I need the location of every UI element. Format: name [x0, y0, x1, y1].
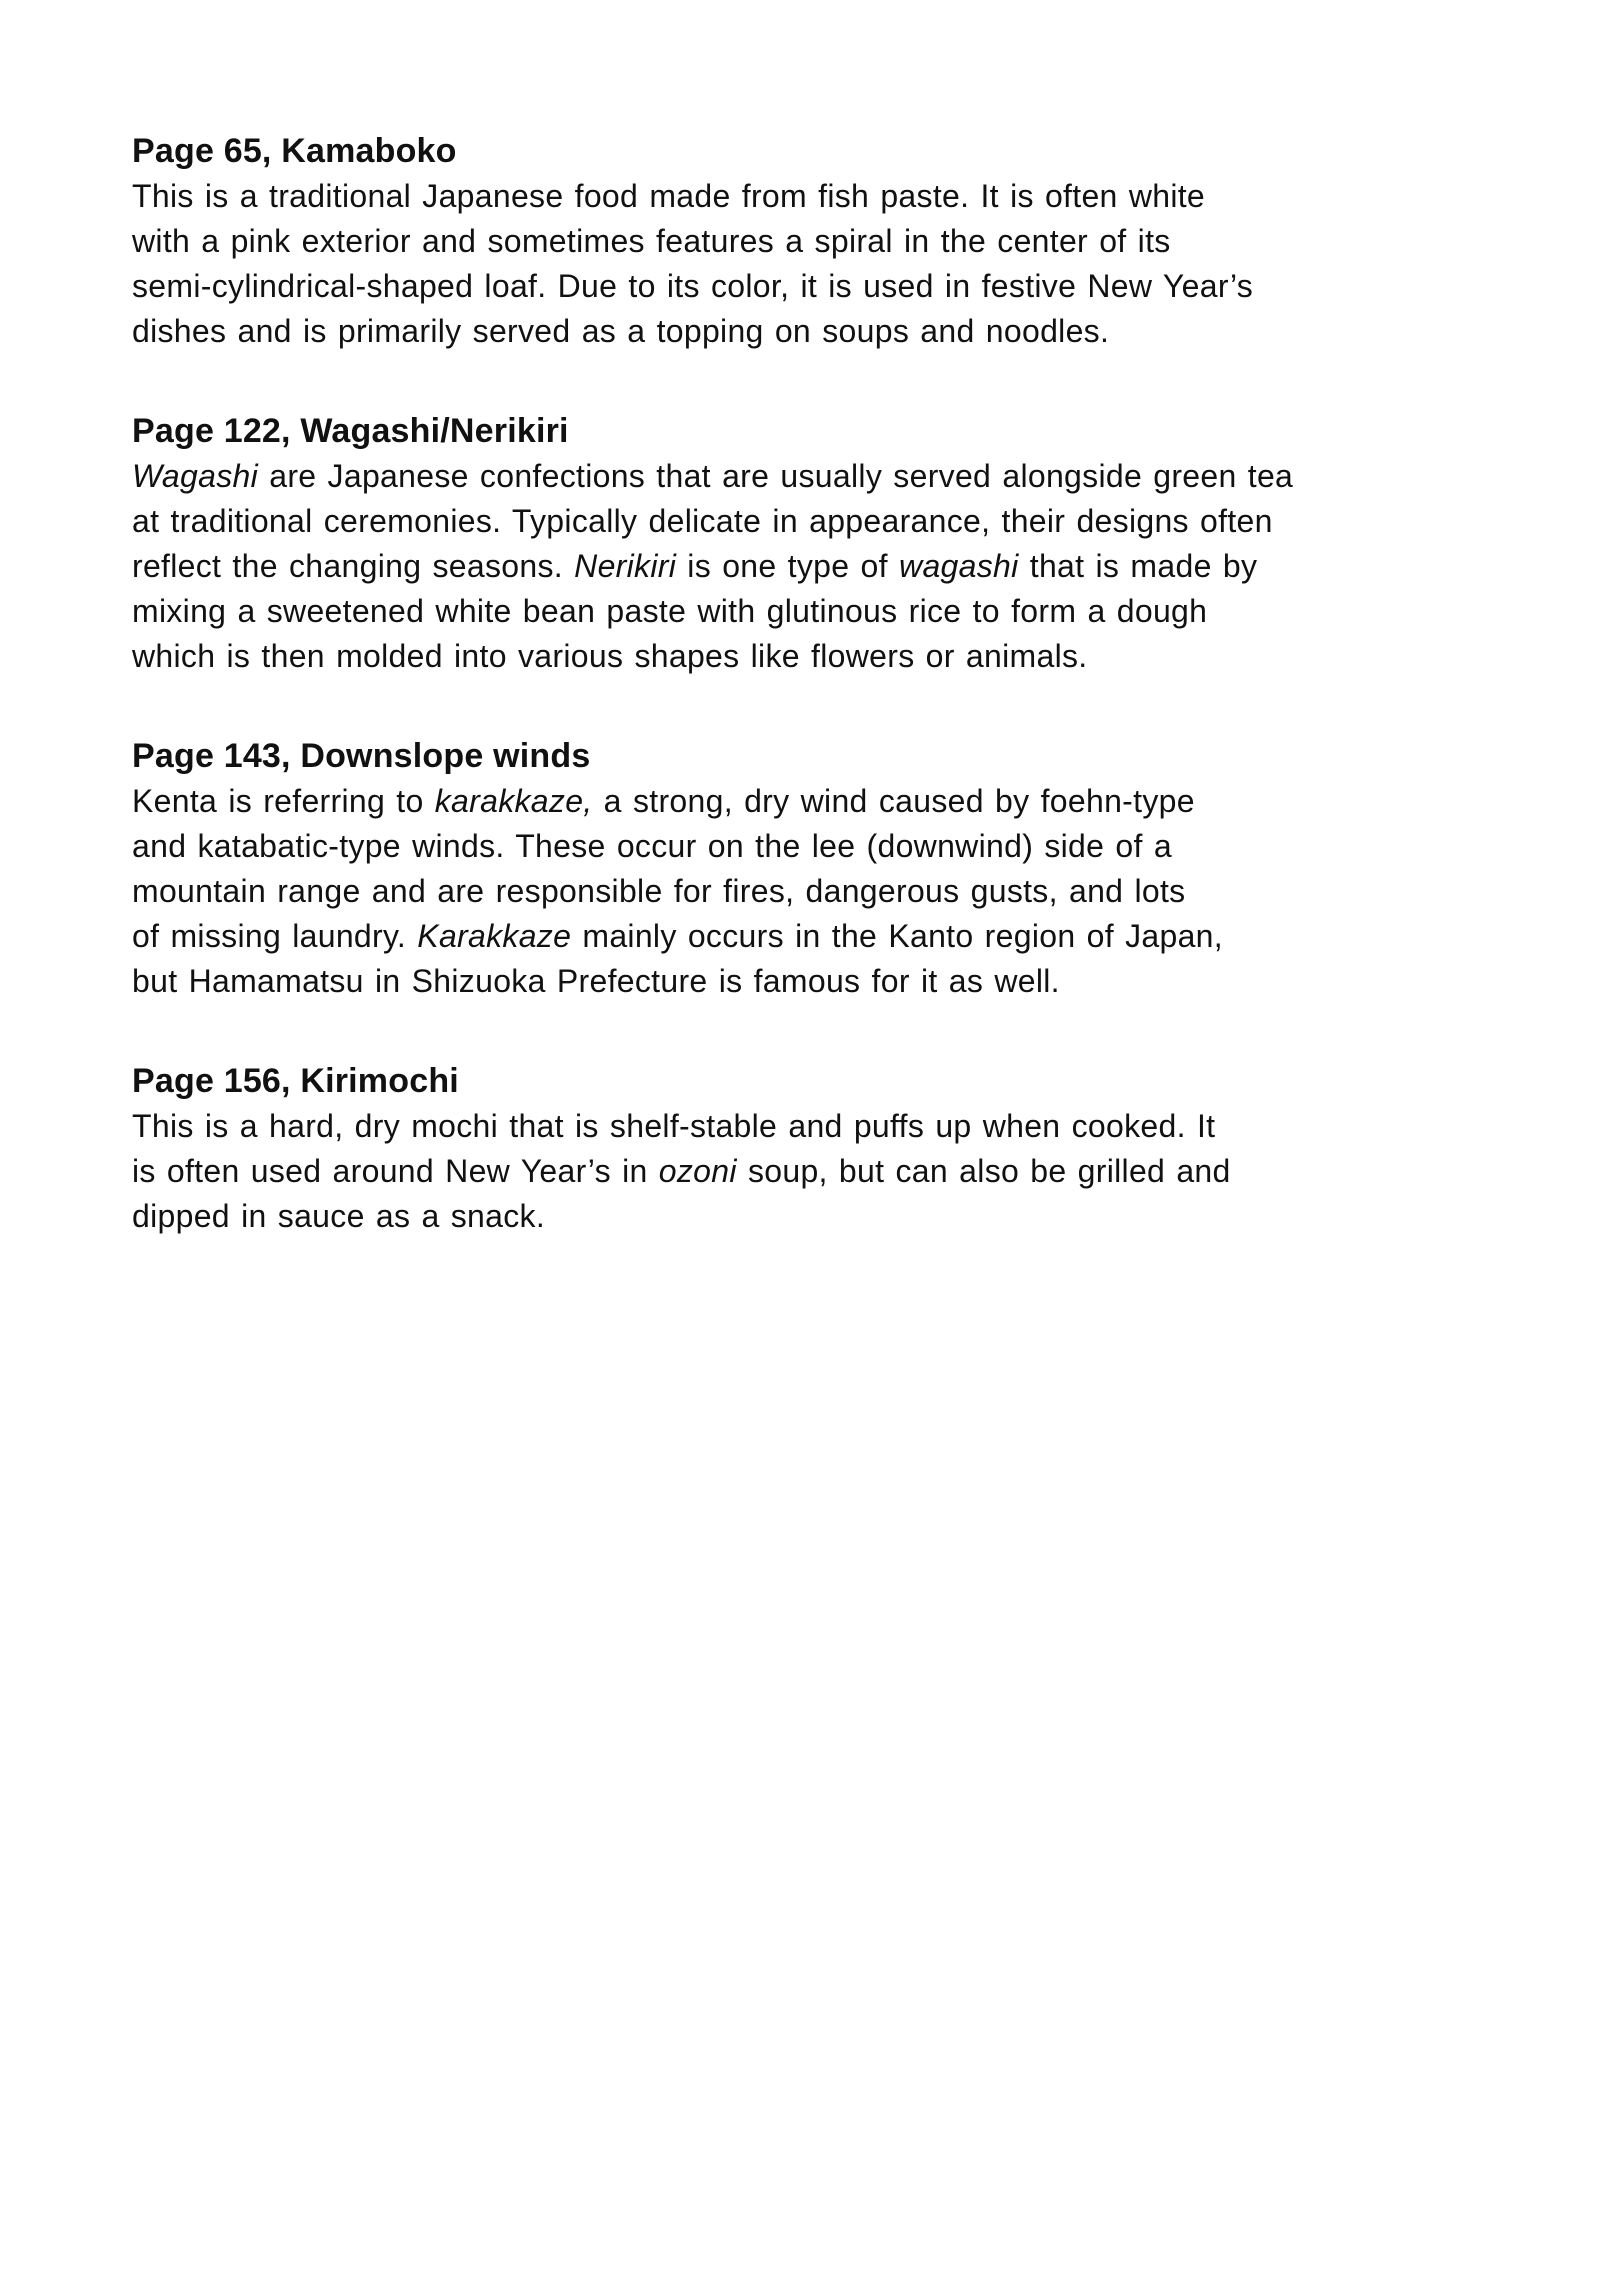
glossary-entry [132, 409, 1480, 679]
italic-term: karakkaze, [434, 783, 593, 819]
text-segment: that is made by [1018, 548, 1258, 584]
text-segment: is one type of [676, 548, 900, 584]
entry-heading: Page 156, Kirimochi [132, 1062, 459, 1100]
text-segment: This is a traditional Japanese food made from fish paste. It is often white [132, 178, 1206, 214]
text-line [132, 454, 1480, 499]
text-line [132, 174, 1480, 219]
text-segment: which is then molded into various shapes like flowers or animals. [132, 638, 1088, 674]
text-line [132, 1149, 1480, 1194]
glossary-entries [132, 129, 1480, 1239]
entry-heading: Page 122, Wagashi/Nerikiri [132, 412, 569, 450]
entry-body [132, 1104, 1480, 1239]
entry-body [132, 174, 1480, 354]
text-segment: at traditional ceremonies. Typically delicate in appearance, their designs often [132, 503, 1273, 539]
text-segment: mixing a sweetened white bean paste with glutinous rice to form a dough [132, 593, 1208, 629]
entry-body [132, 454, 1480, 679]
text-segment: semi-cylindrical-shaped loaf. Due to its color, it is used in festive New Year’s [132, 268, 1254, 304]
text-line [132, 634, 1480, 679]
text-segment: soup, but can also be grilled and [736, 1153, 1231, 1189]
glossary-entry [132, 129, 1480, 354]
italic-term: Nerikiri [574, 548, 677, 584]
text-line [132, 309, 1480, 354]
text-segment: but Hamamatsu in Shizuoka Prefecture is famous for it as well. [132, 963, 1060, 999]
entry-body [132, 779, 1480, 1004]
entry-heading: Page 65, Kamaboko [132, 132, 457, 170]
italic-term: Karakkaze [417, 918, 572, 954]
text-segment: dishes and is primarily served as a topping on soups and noodles. [132, 313, 1110, 349]
text-line [132, 544, 1480, 589]
text-segment: dipped in sauce as a snack. [132, 1198, 546, 1234]
text-line [132, 1104, 1480, 1149]
text-line [132, 914, 1480, 959]
text-segment: and katabatic-type winds. These occur on the lee (downwind) side of a [132, 828, 1173, 864]
text-line [132, 959, 1480, 1004]
text-line [132, 1194, 1480, 1239]
text-segment: is often used around New Year’s in [132, 1153, 659, 1189]
text-segment: mainly occurs in the Kanto region of Japan, [571, 918, 1223, 954]
text-segment: a strong, dry wind caused by foehn-type [592, 783, 1195, 819]
italic-term: wagashi [899, 548, 1019, 584]
text-line [132, 824, 1480, 869]
text-segment: This is a hard, dry mochi that is shelf-stable and puffs up when cooked. It [132, 1108, 1216, 1144]
glossary-entry [132, 734, 1480, 1004]
text-line [132, 219, 1480, 264]
italic-term: Wagashi [132, 458, 259, 494]
text-segment: with a pink exterior and sometimes features a spiral in the center of its [132, 223, 1171, 259]
italic-term: ozoni [658, 1153, 737, 1189]
text-segment: Kenta is referring to [132, 783, 435, 819]
text-segment: of missing laundry. [132, 918, 418, 954]
text-segment: are Japanese confections that are usually served alongside green tea [258, 458, 1294, 494]
text-segment: mountain range and are responsible for fires, dangerous gusts, and lots [132, 873, 1186, 909]
entry-heading: Page 143, Downslope winds [132, 737, 591, 775]
text-line [132, 499, 1480, 544]
text-line [132, 869, 1480, 914]
text-line [132, 589, 1480, 634]
text-line [132, 779, 1480, 824]
text-line [132, 264, 1480, 309]
glossary-entry [132, 1059, 1480, 1239]
text-segment: reflect the changing seasons. [132, 548, 575, 584]
